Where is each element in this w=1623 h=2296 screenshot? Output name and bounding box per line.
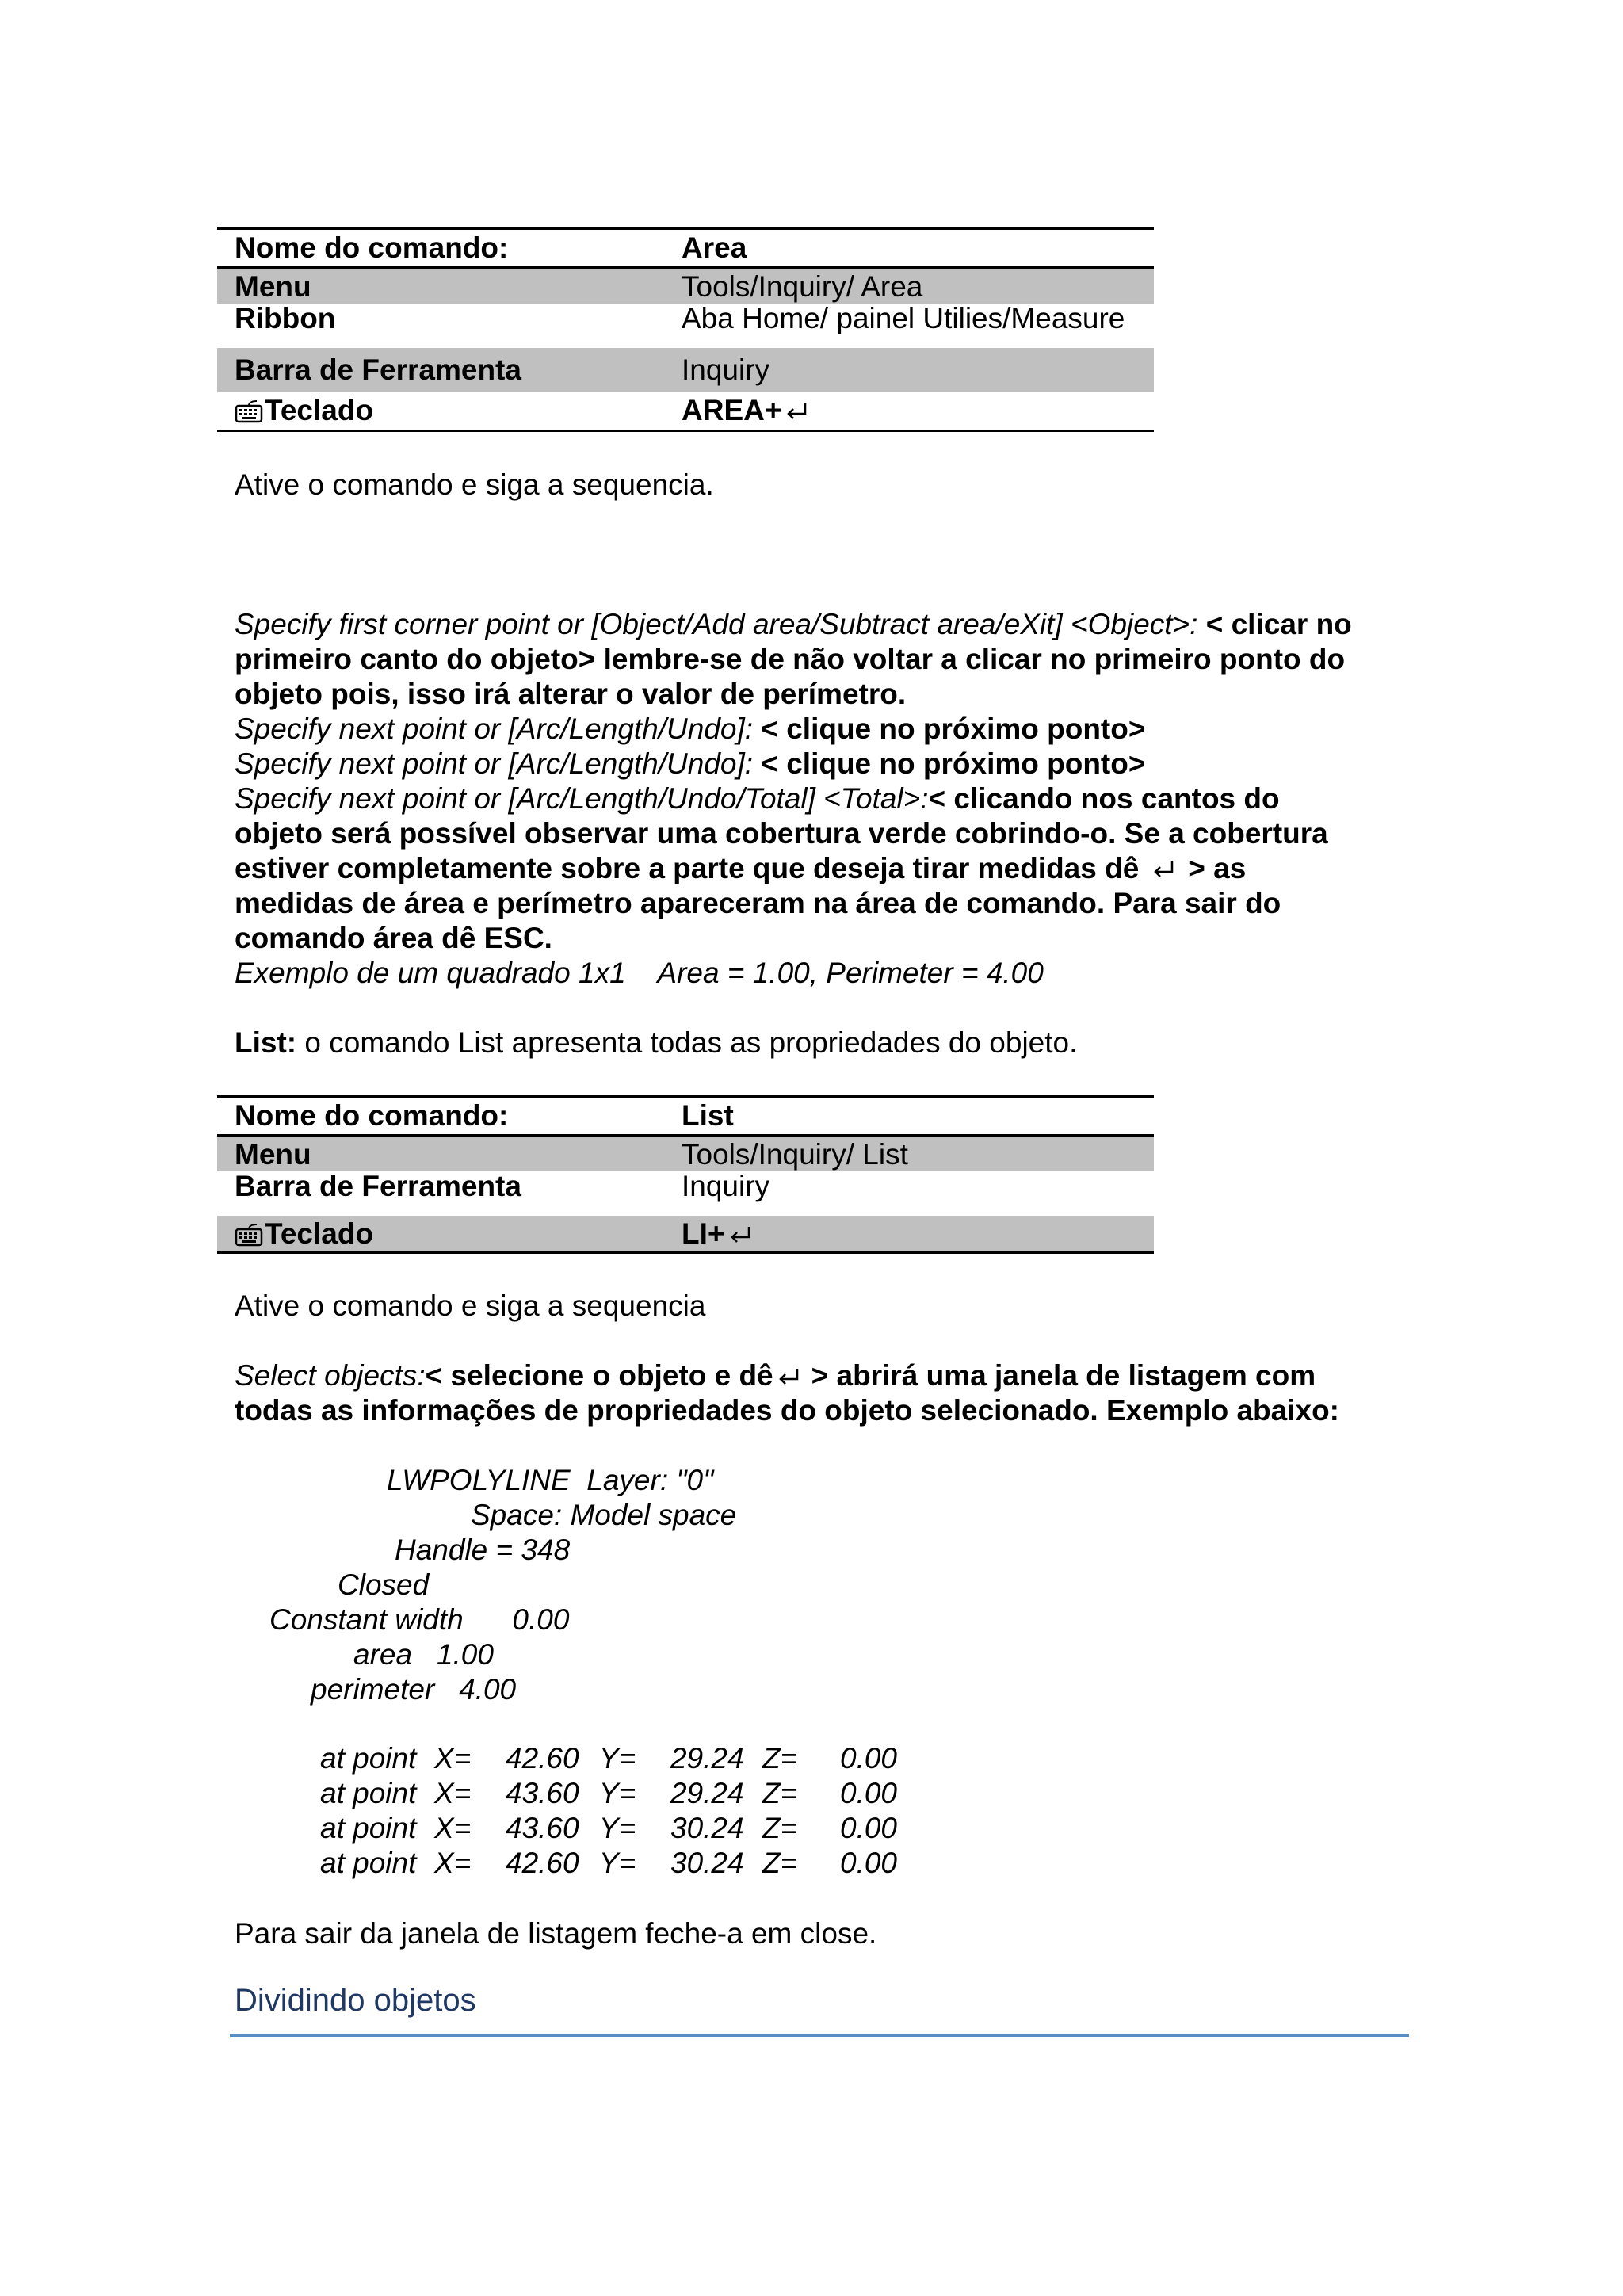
seq-line: estiver completamente sobre a parte que deseja tirar medidas dê > as bbox=[235, 852, 1247, 884]
select-line: todas as informações de propriedades do objeto selecionado. Exemplo abaixo: bbox=[235, 1394, 1340, 1427]
keyboard-label: Teclado bbox=[265, 1217, 374, 1250]
seq-line: Specify first corner point or [Object/Add area/Subtract area/eXit] <Object>: < clicar no bbox=[235, 608, 1352, 640]
listing-line: area 1.00 bbox=[353, 1638, 494, 1671]
row-value: Tools/Inquiry/ List bbox=[682, 1138, 908, 1171]
table-row bbox=[217, 1171, 1154, 1216]
table-row bbox=[217, 1137, 1154, 1171]
table-row bbox=[217, 230, 1154, 266]
section-heading: Dividindo objetos bbox=[235, 1983, 476, 2018]
table-row bbox=[217, 348, 1154, 392]
row-value bbox=[682, 392, 812, 429]
seq-line: comando área dê ESC. bbox=[235, 922, 552, 954]
row-value: Inquiry bbox=[682, 353, 770, 386]
row-value: Inquiry bbox=[682, 1170, 770, 1202]
list-intro: List: o comando List apresenta todas as propriedades do objeto. bbox=[235, 1026, 1078, 1059]
row-label: Nome do comando: bbox=[235, 1099, 509, 1132]
keyboard-icon bbox=[235, 1223, 263, 1247]
seq-line: Specify next point or [Arc/Length/Undo/Total] <Total>:< clicando nos cantos do bbox=[235, 782, 1280, 815]
row-label: Menu bbox=[235, 1138, 311, 1171]
listing-line: Closed bbox=[338, 1568, 430, 1601]
keyboard-icon bbox=[235, 399, 263, 423]
listing-line: Constant width 0.00 bbox=[269, 1603, 570, 1636]
keyboard-label: Teclado bbox=[265, 394, 374, 426]
intro-text-area: Ative o comando e siga a sequencia. bbox=[235, 468, 714, 501]
table-bottom-rule bbox=[217, 1251, 1154, 1254]
command-table-area bbox=[217, 230, 1154, 427]
enter-icon bbox=[785, 401, 808, 422]
row-label bbox=[235, 392, 373, 429]
heading-rule bbox=[230, 2034, 1409, 2037]
row-label: Ribbon bbox=[235, 302, 336, 334]
seq-line: objeto será possível observar uma cobertura verde cobrindo-o. Se a cobertura bbox=[235, 817, 1328, 850]
seq-line: Specify next point or [Arc/Length/Undo]: < clique no próximo ponto> bbox=[235, 747, 1146, 780]
row-value: Tools/Inquiry/ Area bbox=[682, 270, 923, 303]
close-instruction: Para sair da janela de listagem feche-a em close. bbox=[235, 1917, 877, 1950]
listing-line: Space: Model space bbox=[471, 1499, 737, 1531]
enter-icon bbox=[1151, 859, 1175, 880]
table-row bbox=[217, 304, 1154, 348]
row-label: Barra de Ferramenta bbox=[235, 353, 521, 386]
table-row bbox=[217, 269, 1154, 304]
seq-line: Specify next point or [Arc/Length/Undo]: < clique no próximo ponto> bbox=[235, 712, 1146, 745]
keyboard-command: AREA+ bbox=[682, 394, 782, 426]
seq-line: objeto pois, isso irá alterar o valor de perímetro. bbox=[235, 678, 907, 710]
table-row bbox=[217, 1098, 1154, 1134]
select-line: Select objects:< selecione o objeto e dê > abrirá uma janela de listagem com bbox=[235, 1359, 1316, 1392]
row-label bbox=[235, 1216, 373, 1252]
row-label: Barra de Ferramenta bbox=[235, 1170, 521, 1202]
listing-line: Handle = 348 bbox=[395, 1534, 571, 1566]
seq-line: medidas de área e perímetro apareceram na área de comando. Para sair do bbox=[235, 887, 1281, 919]
row-value: List bbox=[682, 1099, 734, 1132]
listing-line: perimeter 4.00 bbox=[311, 1673, 517, 1706]
table-bottom-rule bbox=[217, 430, 1154, 432]
row-value: Area bbox=[682, 231, 747, 264]
row-value: Aba Home/ painel Utilies/Measure bbox=[682, 302, 1125, 334]
command-table-list bbox=[217, 1098, 1154, 1251]
seq-line: primeiro canto do objeto> lembre-se de não voltar a clicar no primeiro ponto do bbox=[235, 643, 1346, 675]
intro-text-list: Ative o comando e siga a sequencia bbox=[235, 1289, 706, 1322]
enter-icon bbox=[728, 1224, 752, 1245]
row-label: Nome do comando: bbox=[235, 231, 509, 264]
table-row bbox=[217, 392, 1154, 427]
row-label: Menu bbox=[235, 270, 311, 303]
seq-line: Exemplo de um quadrado 1x1 Area = 1.00, Perimeter = 4.00 bbox=[235, 957, 1044, 989]
row-value bbox=[682, 1216, 755, 1252]
enter-icon bbox=[777, 1366, 800, 1387]
table-row bbox=[217, 1216, 1154, 1251]
listing-line: LWPOLYLINE Layer: "0" bbox=[387, 1464, 714, 1496]
keyboard-command: LI+ bbox=[682, 1217, 725, 1250]
